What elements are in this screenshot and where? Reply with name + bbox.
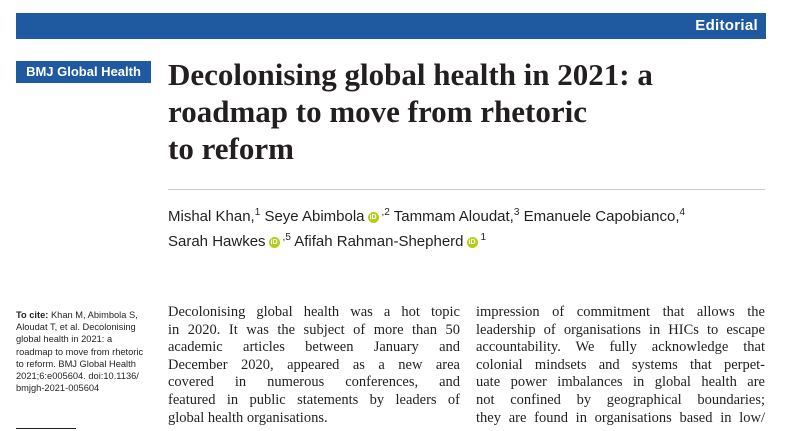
affiliation-marker: ,5 — [282, 232, 291, 243]
body-line: covered in numerous conferences, and — [168, 374, 460, 391]
cite-line: to reform. BMJ Global Health — [16, 358, 136, 369]
title-line: roadmap to move from rhetoric — [168, 94, 587, 129]
title-line: Decolonising global health in 2021: a — [168, 57, 653, 92]
author-name[interactable]: Sarah Hawkes — [168, 233, 266, 250]
body-line: leadership of organisations in HICs to escape — [476, 321, 765, 338]
body-line: global health organisations. — [168, 409, 328, 426]
section-banner — [16, 13, 766, 39]
body-line: uate power imbalances in global health are — [476, 374, 765, 391]
orcid-icon[interactable]: iD — [369, 213, 377, 221]
body-column-left — [168, 304, 460, 427]
affiliation-marker: 1 — [254, 207, 261, 218]
body-line: Decolonising global health was a hot topic — [168, 304, 460, 320]
affiliation-marker: 3 — [513, 207, 520, 218]
body-line: impression of commitment that allows the — [476, 304, 765, 320]
body-line: in 2020. It was the subject of more than 50 — [168, 321, 460, 338]
cite-line: 2021;6:e005604. doi:10.1136/ — [16, 371, 139, 382]
body-line: not confined by geographical boundaries; — [476, 391, 765, 408]
section-label: Editorial — [695, 17, 758, 34]
author-list — [168, 202, 765, 252]
author-name[interactable]: Tammam Aloudat, — [393, 208, 514, 225]
body-line: featured in public statements by leaders of — [168, 391, 460, 408]
orcid-icon[interactable]: iD — [468, 238, 476, 246]
body-line: they are found in organisations based in low/ — [476, 409, 765, 426]
cite-line: Aloudat T, et al. Decolonising — [16, 322, 136, 333]
cite-line: Khan M, Abimbola S, — [50, 310, 138, 320]
author-name[interactable]: Emanuele Capobianco, — [523, 208, 680, 225]
body-line: academic articles between January and — [168, 339, 460, 356]
citation-box — [16, 309, 156, 394]
body-line: accountability. We fully acknowledge that — [476, 339, 765, 356]
affiliation-marker: 1 — [480, 232, 487, 243]
author-name[interactable]: Afifah Rahman-Shepherd — [294, 233, 464, 250]
author-name[interactable]: Seye Abimbola — [264, 208, 365, 225]
orcid-icon[interactable]: iD — [270, 238, 278, 246]
body-column-right — [476, 304, 765, 427]
affiliation-marker: ,2 — [381, 207, 390, 218]
article-title — [168, 56, 758, 167]
body-line: colonial mindsets and systems that perpet- — [476, 356, 765, 373]
cite-label: To cite: — [16, 310, 49, 320]
title-divider — [168, 189, 765, 190]
body-line: December 2020, appeared as a new area — [168, 356, 460, 373]
cite-line: global health in 2021: a — [16, 334, 113, 345]
affiliation-marker: 4 — [679, 207, 686, 218]
cite-line: bmjgh-2021-005604 — [16, 383, 100, 394]
cite-line: roadmap to move from rhetoric — [16, 346, 144, 357]
journal-badge[interactable]: BMJ Global Health — [16, 61, 151, 83]
author-name[interactable]: Mishal Khan, — [168, 208, 255, 225]
title-line: to reform — [168, 131, 294, 166]
citation-divider — [16, 428, 76, 429]
